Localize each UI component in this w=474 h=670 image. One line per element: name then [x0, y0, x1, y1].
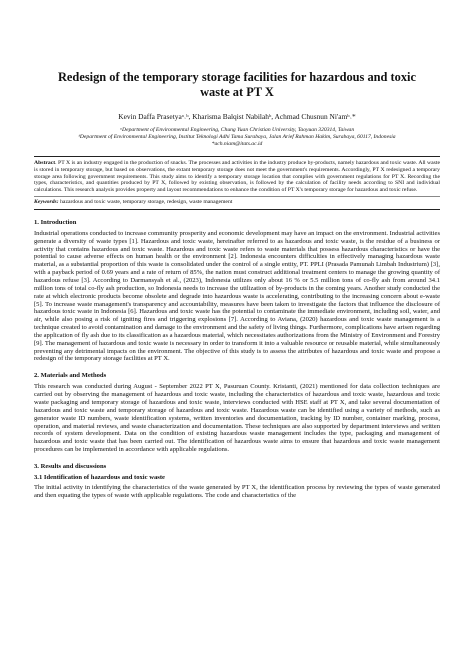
abstract: Abstract. PT X is an industry engaged in the production of snacks. The processes and activities in the industry produce by-products, namely hazardous and toxic waste. All waste is stored in temporary storage, but based on observations, the extant temporary storage does not meet the government's requirements. Accordingly, PT X redesigned a temporary storage area following government requirements. This study aims to identify a temporary storage location that complies with government regulations for PT X. Recording the types, characteristics, and quantities produced by PT X, followed by existing observation, is followed by the calculation of facility needs according to SNI and individual calculations. This research analysis provides property and layout recommendations to enhance the condition of PT X's temporary storage for hazardous and toxic refuse.	[34, 160, 440, 193]
methods-paragraph: This research was conducted during August - September 2022 PT X, Pasuruan County. Kristanti, (2021) mentioned for data collection techniques are carried out by observing the management of hazardous and toxic waste, including the characteristics of hazardous and toxic waste, hazardous and toxic waste packaging and temporary storage of hazardous and toxic waste, interviews conducted with HSE staff at PT X, and take several documentation of hazardous and toxic waste and temporary storage of hazardous and toxic waste. Hazardous waste can be identified using a variety of methods, such as generator waste ID numbers, waste identification systems, written inventories and documentation, tracking by ID number, container marking, process, operation, and material reviews, and waste characterization and documentation. These techniques are also supported by department interviews and written records of system development. Data on the condition of existing hazardous waste management includes the type, packaging and management of hazardous and toxic waste that has been carried out. The identification of hazardous waste aims to ensure that hazardous and toxic waste management procedures can be implemented in accordance with applicable regulations.	[34, 383, 440, 454]
subsection-heading-identification: 3.1 Identification of hazardous and toxic waste	[34, 473, 165, 481]
affiliations	[34, 127, 440, 147]
affiliation-a: ᵃDepartment of Environmental Engineering, Chung Yuan Christian University, Taoyuan 320314, Taiwan	[119, 127, 355, 133]
paper-title: Redesign of the temporary storage facilities for hazardous and toxic waste at PT X	[57, 70, 416, 99]
section-heading-introduction: 1. Introduction	[34, 218, 77, 226]
section-heading-results: 3. Results and discussions	[34, 462, 107, 470]
affiliation-b: ᵇDepartment of Environmental Engineering, Institut Teknologi Adhi Tama Surabaya, Jalan Arief Rahman Hakim, Surabaya, 60117, Indonesia	[78, 133, 396, 140]
abstract-box	[34, 156, 440, 210]
keywords-text: hazardous and toxic waste, temporary storage, redesign, waste management	[60, 199, 233, 206]
introduction-paragraph: Industrial operations conducted to increase community prosperity and economic development may have an impact on the environment. Industrial activities generate a diversity of waste types [1]. Hazardous and toxic waste, hereinafter referred to as hazardous and toxic waste, is the residue of a business or activity that contains hazardous and toxic waste. Hazardous and toxic waste refers to waste materials that possess hazardous characteristics or have the potential to cause adverse effects on human health or the environment [2]. Indonesia encounters difficulties in effectively managing hazardous waste material, as a substantial proportion of this waste is consolidated under the control of a single entity, PT. PPLI (Prasada Pamunah Limbah Industrium) [3], with a payback period of 0.69 years and a rate of return of 85%, the nation must construct additional treatment centers to manage the growing quantity of hazardous refuse [3]. According to Darmansyah et al., (2023), Indonesia utilizes only about 16 % or 5.5 million tons of co-fly ash from around 34.1 million tons of total co-fly ash production, so Indonesia needs to increase the utilization of by-products in the coming years. Another study conducted the rate at which electronic products become obsolete and degrade into hazardous waste is accelerating, contributing to the increasing concern about e-waste [5]. To increase waste management's transparency and accountability, measures have been taken to investigate the factors that influence the disclosure of hazardous toxic waste in Indonesia [6]. Hazardous and toxic waste has the potential to contaminate the immediate environment, including soil, water, and air, while also posing a risk of igniting fires and triggering explosions [7]. According to Aviana, (2020) hazardous and toxic waste management is a technique created to avoid contamination and damage to the environment and the safety of living things. Furthermore, complications have arisen regarding the application of fly ash due to its classification as a hazardous material, which necessitates authorizations from the Ministry of Environment and Forestry [9]. The management of hazardous and toxic waste is necessary in order to transform it into a valuable resource or reusable material, while simultaneously preventing any detrimental impacts on the environment. The objective of this study is to assess the attributes of hazardous and toxic waste and propose a redesign of the temporary storage facilities at PT X.	[34, 229, 440, 363]
abstract-label: Abstract	[34, 160, 56, 167]
corresponding-email: *ach.niam@itats.ac.id	[211, 140, 263, 147]
author-list: Kevin Daffa Prasetyaᵃ˒ᵇ, Kharisma Balqist Nabilahᵇ, Achmad Chusnun Ni'amᵇ˒*	[118, 112, 356, 121]
keywords-label: Keywords:	[34, 199, 59, 206]
abstract-text: PT X is an industry engaged in the production of snacks. The processes and activities in the industry produce by-products, namely hazardous and toxic waste. All waste is stored in temporary storage, but based on observations, the extant temporary storage does not meet the government's requirements. Accordingly, PT X redesigned a temporary storage area following government requirements. This study aims to identify a temporary storage location that complies with government regulations for PT X. Recording the types, characteristics, and quantities produced by PT X, followed by existing observation, is followed by the calculation of facility needs according to SNI and individual calculations. This research analysis provides property and layout recommendations to enhance the condition of PT X's temporary storage for hazardous and toxic refuse.	[34, 160, 440, 193]
keywords	[34, 196, 440, 206]
identification-paragraph: The initial activity in identifying the characteristics of the waste generated by PT X, the identification process by reviewing the types of waste generated and then equating the types of waste with applicable regulations. The code and characteristics of the	[34, 483, 440, 499]
section-heading-methods: 2. Materials and Methods	[34, 372, 107, 380]
